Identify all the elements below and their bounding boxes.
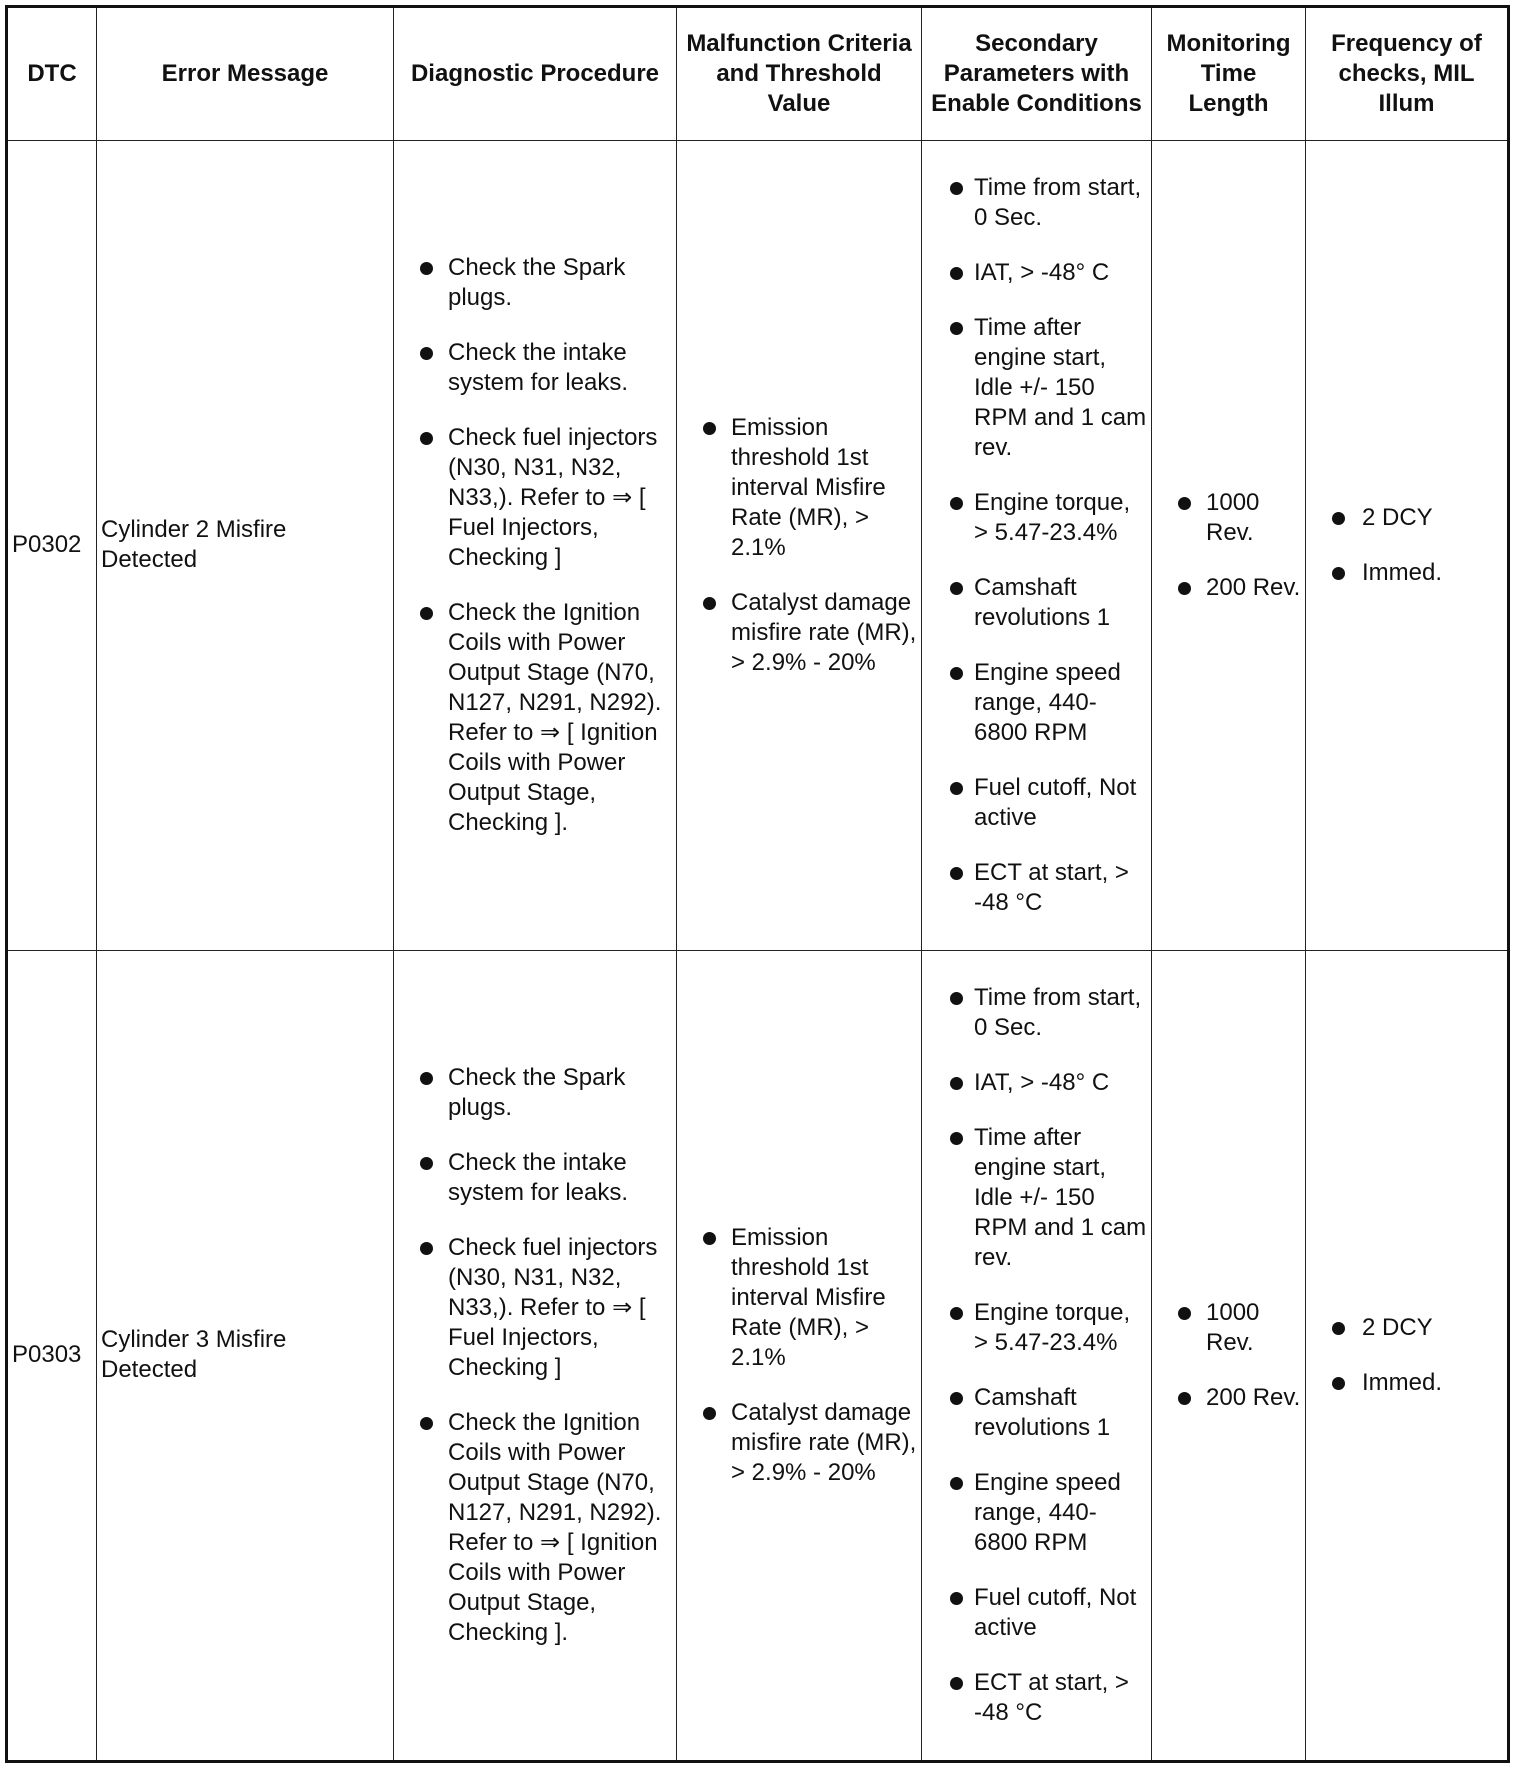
secondary-item: IAT, > -48° C xyxy=(926,258,1147,288)
procedure-item: Check the Spark plugs. xyxy=(398,1063,672,1123)
criteria-list xyxy=(681,1223,917,1488)
secondary-item: ECT at start, > -48 °C xyxy=(926,858,1147,918)
monitoring-list xyxy=(1156,488,1301,603)
procedure-item: Check fuel injectors (N30, N31, N32, N33,). Refer to ⇒ [ Fuel Injectors, Checking ] xyxy=(398,1233,672,1383)
monitoring-list xyxy=(1156,1298,1301,1413)
malfunction-criteria-cell xyxy=(677,950,922,1761)
secondary-item: ECT at start, > -48 °C xyxy=(926,1668,1147,1728)
dtc-code: P0302 xyxy=(7,141,97,951)
monitoring-item: 200 Rev. xyxy=(1156,1383,1301,1413)
monitoring-time-cell xyxy=(1152,141,1306,951)
criteria-list xyxy=(681,413,917,678)
dtc-table xyxy=(5,5,1510,1763)
secondary-parameters-cell xyxy=(922,141,1152,951)
frequency-item: Immed. xyxy=(1310,558,1503,588)
secondary-item: Time from start, 0 Sec. xyxy=(926,983,1147,1043)
secondary-item: Engine speed range, 440-6800 RPM xyxy=(926,1468,1147,1558)
header-diagnostic-procedure: Diagnostic Procedure xyxy=(394,7,677,141)
procedure-item: Check the Ignition Coils with Power Output Stage (N70, N127, N291, N292). Refer to ⇒ [ Ignition Coils with Power Output Stage, Checking ]. xyxy=(398,1408,672,1648)
secondary-item: Engine torque, > 5.47-23.4% xyxy=(926,1298,1147,1358)
secondary-item: Engine speed range, 440-6800 RPM xyxy=(926,658,1147,748)
frequency-item: Immed. xyxy=(1310,1368,1503,1398)
header-malfunction-criteria: Malfunction Criteria and Threshold Value xyxy=(677,7,922,141)
criteria-item: Catalyst damage misfire rate (MR), > 2.9% - 20% xyxy=(681,588,917,678)
procedure-list xyxy=(398,1063,672,1648)
secondary-parameters-cell xyxy=(922,950,1152,1761)
monitoring-item: 200 Rev. xyxy=(1156,573,1301,603)
procedure-item: Check the Ignition Coils with Power Output Stage (N70, N127, N291, N292). Refer to ⇒ [ Ignition Coils with Power Output Stage, Checking ]. xyxy=(398,598,672,838)
table-row xyxy=(7,950,1509,1761)
header-monitoring-time: Monitoring Time Length xyxy=(1152,7,1306,141)
procedure-item: Check the intake system for leaks. xyxy=(398,1148,672,1208)
secondary-item: Fuel cutoff, Not active xyxy=(926,773,1147,833)
header-row xyxy=(7,7,1509,141)
diagnostic-procedure-cell xyxy=(394,950,677,1761)
secondary-item: Camshaft revolutions 1 xyxy=(926,1383,1147,1443)
secondary-item: Time from start, 0 Sec. xyxy=(926,173,1147,233)
frequency-item: 2 DCY xyxy=(1310,503,1503,533)
procedure-item: Check the intake system for leaks. xyxy=(398,338,672,398)
secondary-item: Fuel cutoff, Not active xyxy=(926,1583,1147,1643)
frequency-list xyxy=(1310,1313,1503,1398)
malfunction-criteria-cell xyxy=(677,141,922,951)
monitoring-item: 1000 Rev. xyxy=(1156,488,1301,548)
monitoring-time-cell xyxy=(1152,950,1306,1761)
header-frequency: Frequency of checks, MIL Illum xyxy=(1306,7,1509,141)
secondary-list xyxy=(926,983,1147,1728)
secondary-item: Time after engine start, Idle +/- 150 RPM and 1 cam rev. xyxy=(926,1123,1147,1273)
criteria-item: Emission threshold 1st interval Misfire Rate (MR), > 2.1% xyxy=(681,413,917,563)
dtc-code: P0303 xyxy=(7,950,97,1761)
frequency-list xyxy=(1310,503,1503,588)
table-row xyxy=(7,141,1509,951)
header-error-message: Error Message xyxy=(97,7,394,141)
criteria-item: Catalyst damage misfire rate (MR), > 2.9% - 20% xyxy=(681,1398,917,1488)
diagnostic-procedure-cell xyxy=(394,141,677,951)
secondary-list xyxy=(926,173,1147,918)
secondary-item: Engine torque, > 5.47-23.4% xyxy=(926,488,1147,548)
secondary-item: Time after engine start, Idle +/- 150 RPM and 1 cam rev. xyxy=(926,313,1147,463)
header-secondary-parameters: Secondary Parameters with Enable Conditions xyxy=(922,7,1152,141)
error-message: Cylinder 3 Misfire Detected xyxy=(97,950,394,1761)
secondary-item: Camshaft revolutions 1 xyxy=(926,573,1147,633)
procedure-item: Check the Spark plugs. xyxy=(398,253,672,313)
secondary-item: IAT, > -48° C xyxy=(926,1068,1147,1098)
monitoring-item: 1000 Rev. xyxy=(1156,1298,1301,1358)
error-message: Cylinder 2 Misfire Detected xyxy=(97,141,394,951)
criteria-item: Emission threshold 1st interval Misfire Rate (MR), > 2.1% xyxy=(681,1223,917,1373)
header-dtc: DTC xyxy=(7,7,97,141)
frequency-cell xyxy=(1306,141,1509,951)
procedure-item: Check fuel injectors (N30, N31, N32, N33,). Refer to ⇒ [ Fuel Injectors, Checking ] xyxy=(398,423,672,573)
procedure-list xyxy=(398,253,672,838)
frequency-item: 2 DCY xyxy=(1310,1313,1503,1343)
frequency-cell xyxy=(1306,950,1509,1761)
